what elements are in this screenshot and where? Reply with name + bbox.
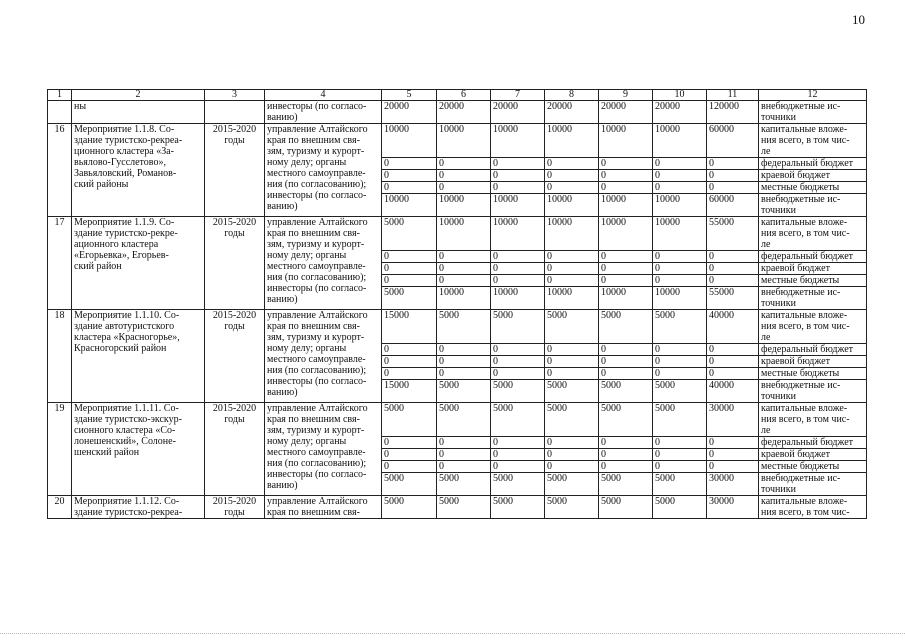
value-cell: 55000 — [707, 287, 759, 310]
page-number: 10 — [852, 12, 865, 27]
value-cell: 0 — [437, 158, 491, 170]
value-cell: 10000 — [491, 287, 545, 310]
value-cell: 5000 — [491, 473, 545, 496]
value-cell: 0 — [707, 251, 759, 263]
header-cell: 8 — [545, 90, 599, 101]
value-cell: 0 — [653, 437, 707, 449]
funding-source-cell: краевой бюджет — [759, 449, 867, 461]
table-row — [48, 101, 867, 124]
value-cell: 5000 — [437, 403, 491, 437]
value-cell: 0 — [599, 158, 653, 170]
funding-source-cell: внебюджетные ис- точники — [759, 287, 867, 310]
value-cell: 5000 — [491, 496, 545, 519]
value-cell: 0 — [599, 449, 653, 461]
value-cell: 5000 — [599, 473, 653, 496]
value-cell: 30000 — [707, 473, 759, 496]
value-cell: 0 — [382, 437, 437, 449]
value-cell: 60000 — [707, 194, 759, 217]
event-number-cell: 19 — [48, 403, 72, 496]
event-period-cell: 2015-2020 годы — [205, 310, 265, 403]
value-cell: 10000 — [545, 287, 599, 310]
funding-source-cell: краевой бюджет — [759, 170, 867, 182]
value-cell: 0 — [437, 356, 491, 368]
value-cell: 10000 — [491, 194, 545, 217]
value-cell: 0 — [545, 437, 599, 449]
value-cell: 0 — [491, 461, 545, 473]
value-cell: 0 — [382, 182, 437, 194]
funding-source-cell: внебюджетные ис- точники — [759, 101, 867, 124]
value-cell: 5000 — [545, 496, 599, 519]
event-number-cell — [48, 101, 72, 124]
funding-source-cell: федеральный бюджет — [759, 437, 867, 449]
event-name-cell: Мероприятие 1.1.9. Со- здание туристско-рекре- ационного кластера «Егорьевка», Егорьев- ский район — [72, 217, 205, 310]
funding-source-cell: капитальные вложе- ния всего, в том чис- ле — [759, 217, 867, 251]
table-row — [48, 310, 867, 344]
event-name-cell: Мероприятие 1.1.8. Со- здание туристско-рекреа- ционного кластера «За- вьялово-Гусслетово», Завьяловский, Романов- ский районы — [72, 124, 205, 217]
value-cell: 0 — [653, 263, 707, 275]
budget-table — [47, 89, 867, 519]
value-cell: 5000 — [382, 496, 437, 519]
event-name-cell: Мероприятие 1.1.12. Со- здание туристско-рекреа- — [72, 496, 205, 519]
value-cell: 0 — [707, 344, 759, 356]
value-cell: 0 — [707, 461, 759, 473]
value-cell: 40000 — [707, 310, 759, 344]
value-cell: 0 — [707, 182, 759, 194]
value-cell: 0 — [491, 344, 545, 356]
event-executor-cell: управление Алтайского края по внешним свя- — [265, 496, 382, 519]
value-cell: 0 — [491, 263, 545, 275]
value-cell: 5000 — [437, 380, 491, 403]
value-cell: 10000 — [545, 217, 599, 251]
value-cell: 5000 — [382, 403, 437, 437]
value-cell: 0 — [653, 158, 707, 170]
value-cell: 0 — [545, 275, 599, 287]
value-cell: 10000 — [382, 194, 437, 217]
value-cell: 10000 — [599, 217, 653, 251]
value-cell: 5000 — [599, 496, 653, 519]
value-cell: 10000 — [437, 217, 491, 251]
value-cell: 0 — [707, 158, 759, 170]
funding-source-cell: краевой бюджет — [759, 356, 867, 368]
funding-source-cell: капитальные вложе- ния всего, в том чис- — [759, 496, 867, 519]
value-cell: 0 — [437, 461, 491, 473]
event-number-cell: 16 — [48, 124, 72, 217]
value-cell: 10000 — [545, 194, 599, 217]
header-cell: 11 — [707, 90, 759, 101]
funding-source-cell: капитальные вложе- ния всего, в том чис- ле — [759, 310, 867, 344]
value-cell: 40000 — [707, 380, 759, 403]
value-cell: 0 — [599, 263, 653, 275]
value-cell: 0 — [382, 263, 437, 275]
funding-source-cell: капитальные вложе- ния всего, в том чис- ле — [759, 403, 867, 437]
value-cell: 0 — [545, 368, 599, 380]
header-cell: 10 — [653, 90, 707, 101]
header-cell: 1 — [48, 90, 72, 101]
header-cell: 5 — [382, 90, 437, 101]
event-executor-cell: инвесторы (по согласо- ванию) — [265, 101, 382, 124]
event-executor-cell: управление Алтайского края по внешним свя- зям, туризму и курорт- ному делу; органы местного самоуправле- ния (по согласованию); инвесторы (по согласо- ванию) — [265, 124, 382, 217]
funding-source-cell: федеральный бюджет — [759, 344, 867, 356]
value-cell: 0 — [437, 437, 491, 449]
value-cell: 0 — [545, 356, 599, 368]
value-cell: 0 — [599, 251, 653, 263]
value-cell: 5000 — [545, 380, 599, 403]
value-cell: 0 — [382, 251, 437, 263]
value-cell: 0 — [382, 356, 437, 368]
value-cell: 120000 — [707, 101, 759, 124]
value-cell: 0 — [437, 275, 491, 287]
table-row — [48, 124, 867, 158]
value-cell: 0 — [707, 275, 759, 287]
funding-source-cell: капитальные вложе- ния всего, в том чис- ле — [759, 124, 867, 158]
funding-source-cell: местные бюджеты — [759, 275, 867, 287]
value-cell: 0 — [437, 182, 491, 194]
event-number-cell: 17 — [48, 217, 72, 310]
value-cell: 0 — [382, 275, 437, 287]
value-cell: 0 — [437, 170, 491, 182]
value-cell: 10000 — [653, 124, 707, 158]
value-cell: 0 — [653, 275, 707, 287]
value-cell: 10000 — [491, 124, 545, 158]
value-cell: 0 — [599, 170, 653, 182]
value-cell: 0 — [707, 449, 759, 461]
funding-source-cell: местные бюджеты — [759, 461, 867, 473]
value-cell: 0 — [707, 356, 759, 368]
value-cell: 0 — [437, 368, 491, 380]
value-cell: 5000 — [653, 496, 707, 519]
value-cell: 5000 — [382, 473, 437, 496]
value-cell: 0 — [653, 461, 707, 473]
value-cell: 0 — [491, 437, 545, 449]
value-cell: 5000 — [653, 403, 707, 437]
value-cell: 15000 — [382, 310, 437, 344]
header-cell: 12 — [759, 90, 867, 101]
value-cell: 10000 — [437, 124, 491, 158]
event-period-cell: 2015-2020 годы — [205, 124, 265, 217]
value-cell: 0 — [599, 437, 653, 449]
value-cell: 0 — [545, 263, 599, 275]
funding-source-cell: краевой бюджет — [759, 263, 867, 275]
value-cell: 0 — [653, 182, 707, 194]
value-cell: 0 — [545, 344, 599, 356]
event-name-cell: ны — [72, 101, 205, 124]
value-cell: 5000 — [491, 380, 545, 403]
value-cell: 0 — [382, 461, 437, 473]
value-cell: 20000 — [545, 101, 599, 124]
event-period-cell: 2015-2020 годы — [205, 403, 265, 496]
header-cell: 2 — [72, 90, 205, 101]
value-cell: 0 — [653, 251, 707, 263]
value-cell: 0 — [599, 461, 653, 473]
value-cell: 5000 — [437, 473, 491, 496]
event-name-cell: Мероприятие 1.1.10. Со- здание автотуристского кластера «Красногорье», Красногорский район — [72, 310, 205, 403]
funding-source-cell: внебюджетные ис- точники — [759, 194, 867, 217]
value-cell: 5000 — [545, 310, 599, 344]
event-period-cell: 2015-2020 годы — [205, 496, 265, 519]
value-cell: 5000 — [599, 310, 653, 344]
value-cell: 0 — [491, 158, 545, 170]
event-number-cell: 18 — [48, 310, 72, 403]
value-cell: 0 — [707, 368, 759, 380]
funding-source-cell: федеральный бюджет — [759, 158, 867, 170]
value-cell: 0 — [653, 368, 707, 380]
funding-source-cell: внебюджетные ис- точники — [759, 380, 867, 403]
value-cell: 55000 — [707, 217, 759, 251]
value-cell: 0 — [437, 251, 491, 263]
value-cell: 5000 — [491, 310, 545, 344]
funding-source-cell: местные бюджеты — [759, 368, 867, 380]
value-cell: 5000 — [599, 380, 653, 403]
value-cell: 0 — [545, 449, 599, 461]
value-cell: 10000 — [545, 124, 599, 158]
value-cell: 60000 — [707, 124, 759, 158]
value-cell: 0 — [382, 170, 437, 182]
value-cell: 0 — [491, 368, 545, 380]
event-name-cell: Мероприятие 1.1.11. Со- здание туристско-экскур- сионного кластера «Со- лонешенский», Солоне- шенский район — [72, 403, 205, 496]
value-cell: 0 — [653, 449, 707, 461]
value-cell: 0 — [599, 344, 653, 356]
value-cell: 0 — [382, 449, 437, 461]
value-cell: 0 — [437, 344, 491, 356]
value-cell: 0 — [491, 182, 545, 194]
header-cell: 9 — [599, 90, 653, 101]
value-cell: 30000 — [707, 496, 759, 519]
value-cell: 0 — [491, 275, 545, 287]
value-cell: 0 — [437, 263, 491, 275]
value-cell: 0 — [437, 449, 491, 461]
value-cell: 0 — [599, 368, 653, 380]
value-cell: 0 — [599, 356, 653, 368]
value-cell: 0 — [599, 275, 653, 287]
value-cell: 10000 — [599, 124, 653, 158]
value-cell: 5000 — [653, 310, 707, 344]
value-cell: 0 — [545, 170, 599, 182]
value-cell: 10000 — [653, 217, 707, 251]
value-cell: 10000 — [653, 194, 707, 217]
value-cell: 10000 — [382, 124, 437, 158]
header-cell: 7 — [491, 90, 545, 101]
header-cell: 6 — [437, 90, 491, 101]
value-cell: 5000 — [653, 473, 707, 496]
header-cell: 4 — [265, 90, 382, 101]
value-cell: 0 — [382, 368, 437, 380]
value-cell: 0 — [545, 182, 599, 194]
value-cell: 0 — [653, 356, 707, 368]
value-cell: 0 — [545, 251, 599, 263]
value-cell: 10000 — [437, 287, 491, 310]
value-cell: 0 — [491, 449, 545, 461]
value-cell: 20000 — [491, 101, 545, 124]
value-cell: 30000 — [707, 403, 759, 437]
value-cell: 20000 — [599, 101, 653, 124]
value-cell: 0 — [382, 344, 437, 356]
value-cell: 0 — [653, 344, 707, 356]
value-cell: 10000 — [491, 217, 545, 251]
header-cell: 3 — [205, 90, 265, 101]
value-cell: 5000 — [599, 403, 653, 437]
value-cell: 0 — [599, 182, 653, 194]
funding-source-cell: федеральный бюджет — [759, 251, 867, 263]
page-edge-line — [0, 633, 905, 634]
value-cell: 0 — [382, 158, 437, 170]
value-cell: 5000 — [545, 403, 599, 437]
value-cell: 5000 — [437, 496, 491, 519]
value-cell: 0 — [545, 461, 599, 473]
value-cell: 10000 — [599, 194, 653, 217]
value-cell: 0 — [491, 356, 545, 368]
table-row — [48, 496, 867, 519]
value-cell: 10000 — [599, 287, 653, 310]
funding-source-cell: местные бюджеты — [759, 182, 867, 194]
value-cell: 5000 — [382, 287, 437, 310]
event-executor-cell: управление Алтайского края по внешним свя- зям, туризму и курорт- ному делу; органы местного самоуправле- ния (по согласованию); инвесторы (по согласо- ванию) — [265, 217, 382, 310]
value-cell: 15000 — [382, 380, 437, 403]
value-cell: 0 — [545, 158, 599, 170]
event-executor-cell: управление Алтайского края по внешним свя- зям, туризму и курорт- ному делу; органы местного самоуправле- ния (по согласованию); инвесторы (по согласо- ванию) — [265, 310, 382, 403]
header-row — [48, 90, 867, 101]
value-cell: 0 — [491, 170, 545, 182]
event-number-cell: 20 — [48, 496, 72, 519]
value-cell: 5000 — [437, 310, 491, 344]
value-cell: 20000 — [437, 101, 491, 124]
value-cell: 20000 — [382, 101, 437, 124]
value-cell: 5000 — [545, 473, 599, 496]
value-cell: 10000 — [653, 287, 707, 310]
value-cell: 5000 — [653, 380, 707, 403]
table-row — [48, 403, 867, 437]
value-cell: 0 — [707, 437, 759, 449]
value-cell: 0 — [707, 263, 759, 275]
table-row — [48, 217, 867, 251]
event-period-cell: 2015-2020 годы — [205, 217, 265, 310]
value-cell: 10000 — [437, 194, 491, 217]
value-cell: 5000 — [382, 217, 437, 251]
funding-source-cell: внебюджетные ис- точники — [759, 473, 867, 496]
value-cell: 5000 — [491, 403, 545, 437]
value-cell: 0 — [653, 170, 707, 182]
event-executor-cell: управление Алтайского края по внешним свя- зям, туризму и курорт- ному делу; органы местного самоуправле- ния (по согласованию); инвесторы (по согласо- ванию) — [265, 403, 382, 496]
value-cell: 0 — [707, 170, 759, 182]
value-cell: 20000 — [653, 101, 707, 124]
value-cell: 0 — [491, 251, 545, 263]
event-period-cell — [205, 101, 265, 124]
